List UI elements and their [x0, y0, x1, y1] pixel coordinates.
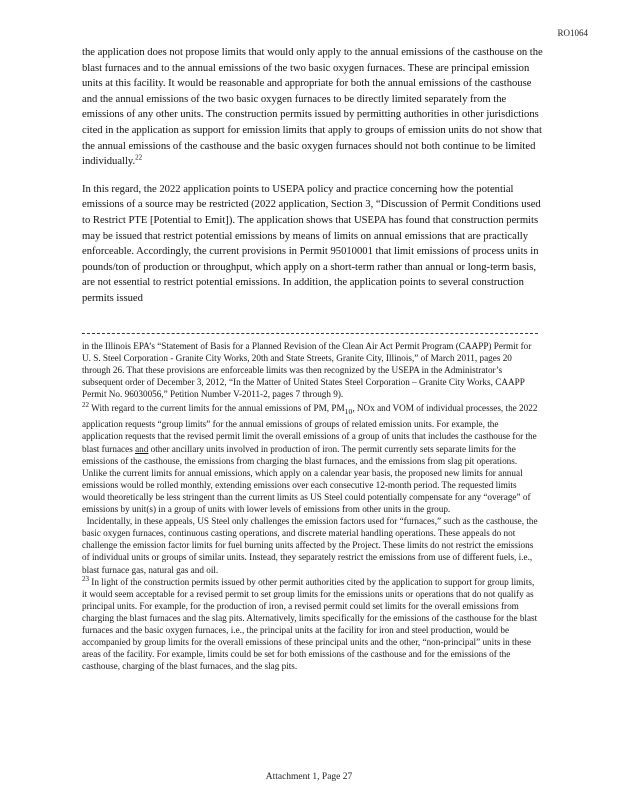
main-body	[82, 45, 544, 315]
body-paragraph-1	[82, 45, 544, 170]
footnote-continued: in the Illinois EPA’s “Statement of Basis for a Planned Revision of the Clean Air Act Permit Program (CAAPP) Permit for U. S. Steel Corporation - Granite City Works, 20th and State Streets, Granite City, Illinois,” of March 2011, pages 20 through 26. That these provisions are enforceable limits was then recognized by the USEPA in the Administrator’s subsequent order of December 3, 2012, “In the Matter of United States Steel Corporation – Granite City Works, CAAPP Permit No. 96030056,” Petition Number V-2011-2, pages 7 through 9).	[82, 341, 532, 400]
footnote-22-paragraph-2	[82, 515, 540, 575]
footnote-22-paragraph-2-text: Incidentally, in these appeals, US Steel only challenges the emission factors used for “furnaces,” such as the casthouse, the basic oxygen furnaces, continuous casting operations, and discrete material handling operations. These appeals do not challenge the emission factor limits for fuel burning units affected by the Project. These limits do not restrict the emissions of individual units or groups of similar units. Instead, they separately restrict the emissions from use of different fuels, i.e., blast furnace gas, natural gas and oil.	[82, 516, 538, 575]
footnote-22-subscript: 10	[344, 407, 353, 417]
footnote-23	[82, 576, 540, 673]
footnote-23-number: 23	[82, 574, 89, 583]
footnote-22-text-c: other ancillary units involved in production of iron. The permit currently sets separate limits for the emissions of the casthouse, the emissions from charging the blast furnaces, and the emissions from slag pit operations. Unlike the current limits for annual emissions, which apply on a calendar year basis, the proposed new limits for annual emissions would be rolled monthly, extending emissions over each consecutive 12-month period. The requested limits would theoretically be less stringent than the current limits as US Steel could potentially compensate for any “overage” of emissions by unit(s) in a group of units with lower levels of emissions from other units in the group.	[82, 443, 531, 515]
body-paragraph-1-text: the application does not propose limits that would only apply to the annual emissions of the casthouse on the blast furnaces and to the annual emissions of the two basic oxygen furnaces. These are principal emission units at this facility. It would be reasonable and appropriate for both the annual emissions of the casthouse and the annual emissions of the two basic oxygen furnaces to be directly limited separately from the emissions of any other units. The construction permits issued by permitting authorities in other jurisdictions cited in the application as support for emission limits that apply to groups of emission units do not show that the annual emissions of the casthouse and the basic oxygen furnaces should not both continue to be limited individually.	[82, 47, 543, 168]
footnotes-section	[82, 340, 540, 672]
footnote-23-text: In light of the construction permits issued by other permit authorities cited by the application to support for group limits, it would seem acceptable for a revised permit to set group limits for the emissions units or operations that do not qualify as principal units. For example, for the production of iron, a revised permit could set limits for the overall emissions from charging the blast furnaces and the slag pits. Alternatively, limits specifically for the emissions of the casthouse for the blast furnaces and the basic oxygen furnaces, i.e., the principal units at the facility for iron and steel production, would be accompanied by group limits for the overall emissions of these principal units and the other, “non-principal” units in these areas of the facility. For example, limits could be set for both emissions of the casthouse and for the emissions of the casthouse, charging of the blast furnaces, and the slag pits.	[82, 576, 538, 672]
page-identifier: RO1064	[557, 28, 588, 38]
footnote-22-text-a: With regard to the current limits for the annual emissions of PM, PM	[91, 403, 345, 414]
footnote-22-number: 22	[82, 401, 89, 410]
body-paragraph-2: In this regard, the 2022 application points to USEPA policy and practice concerning how the potential emissions of a source may be restricted (2022 application, Section 3, “Discussion of Permit Conditions used to Restrict PTE [Potential to Emit]). The application shows that USEPA has found that construction permits may be issued that restrict potential emissions by means of limits on annual emissions that are practically enforceable. Accordingly, the current provisions in Permit 95010001 that limit emissions of process units in pounds/ton of production or throughput, which apply on a short-term rather than annual or long-term basis, are not essential to restrict potential emissions. In addition, the application points to several construction permits issued	[82, 183, 541, 304]
footnote-22-text-b: , NOx and VOM of individual processes, the 2022 application requests “group limits” for the annual emissions of groups of related emission units. For example, the application requests that the revised permit limit the overall emissions of a group of units that includes the casthouse for the blast furnaces	[82, 403, 538, 454]
footnote-separator	[82, 333, 538, 334]
footnote-ref-22: 22	[135, 153, 143, 162]
footnote-22-underlined-and: and	[135, 443, 149, 454]
footnote-22	[82, 402, 540, 515]
page-footer: Attachment 1, Page 27	[265, 772, 353, 782]
